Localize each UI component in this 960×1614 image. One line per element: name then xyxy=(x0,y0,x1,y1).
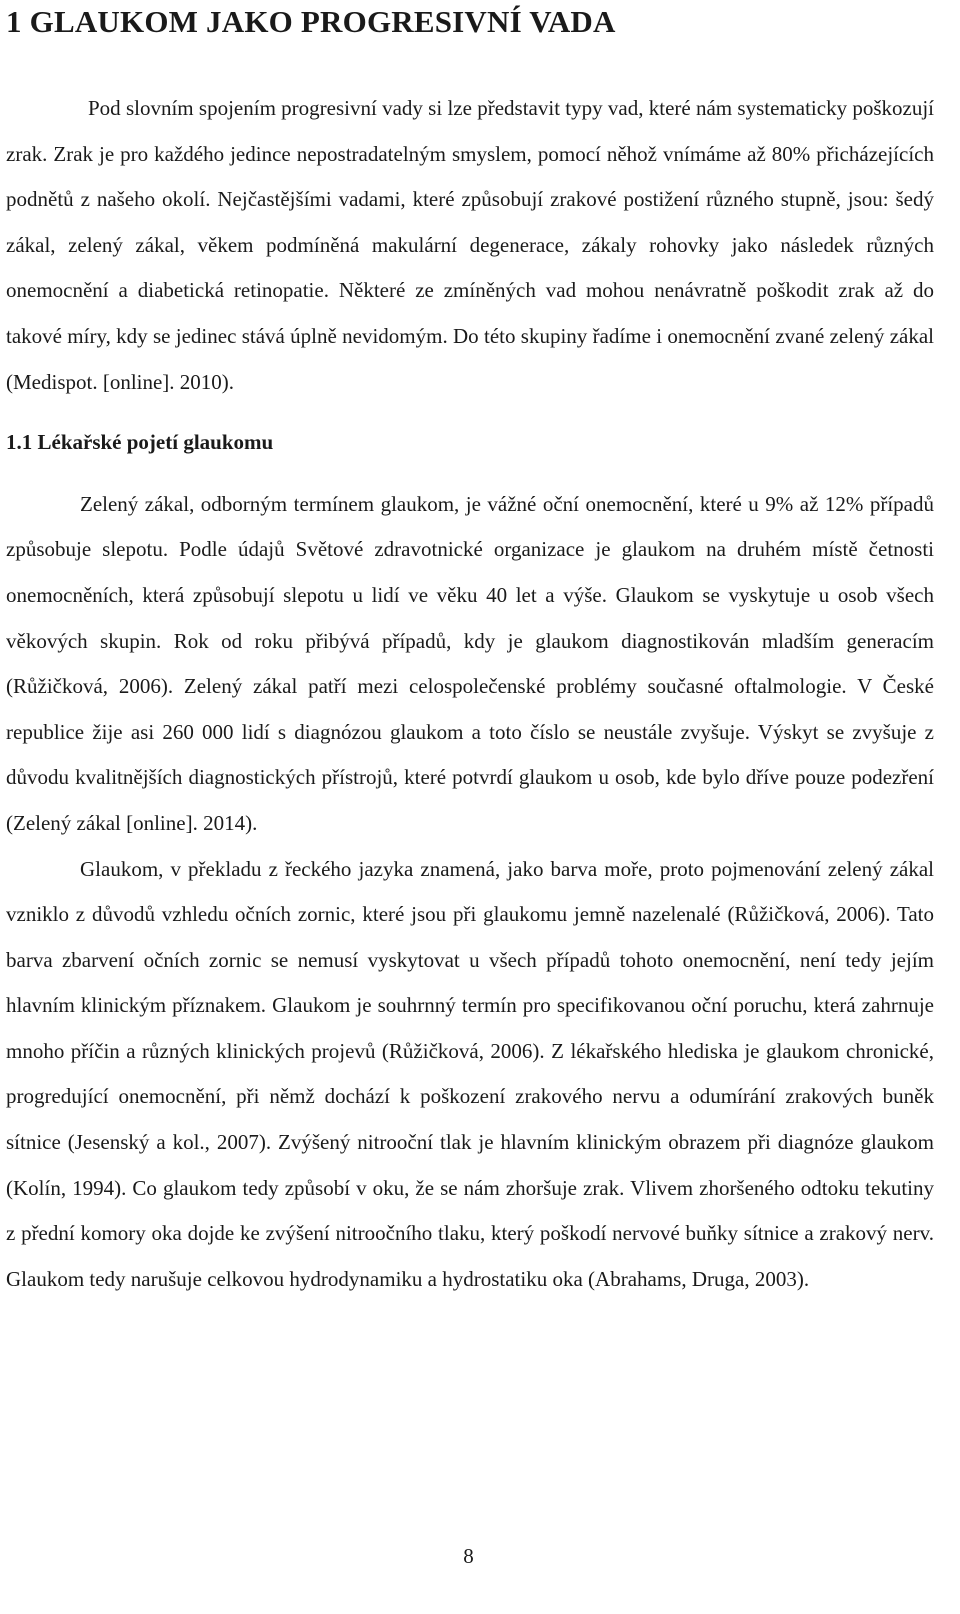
paragraph-glaucoma-definition: Glaukom, v překladu z řeckého jazyka znamená, jako barva moře, proto pojmenování zelený zákal vzniklo z důvodů vzhledu očních zornic, které jsou při glaukomu jemně nazelenalé (Růžičková, 2006). Tato barva zbarvení očních zornic se nemusí vyskytovat u všech případů tohoto onemocnění, není tedy jejím hlavním klinickým příznakem. Glaukom je souhrnný termín pro specifikovanou oční poruchu, která zahrnuje mnoho příčin a různých klinických projevů (Růžičková, 2006). Z lékařského hlediska je glaukom chronické, progredující onemocnění, při němž dochází k poškození zrakového nervu a odumírání zrakových buněk sítnice (Jesenský a kol., 2007). Zvýšený nitrooční tlak je hlavním klinickým obrazem při diagnóze glaukom (Kolín, 1994). Co glaukom tedy způsobí v oku, že se nám zhoršuje zrak. Vlivem zhoršeného odtoku tekutiny z přední komory oka dojde ke zvýšení nitroočního tlaku, který poškodí nervové buňky sítnice a zrakový nerv. Glaukom tedy narušuje celkovou hydrodynamiku a hydrostatiku oka (Abrahams, Druga, 2003). xyxy=(6,856,934,1291)
paragraph-medical-concept: Zelený zákal, odborným termínem glaukom, je vážné oční onemocnění, které u 9% až 12% případů způsobuje slepotu. Podle údajů Světové zdravotnické organizace je glaukom na druhém místě četnosti onemocněních, která způsobují slepotu u lidí ve věku 40 let a výše. Glaukom se vyskytuje u osob všech věkových skupin. Rok od roku přibývá případů, kdy je glaukom diagnostikován mladším generacím (Růžičková, 2006). Zelený zákal patří mezi celospolečenské problémy současné oftalmologie. V České republice žije asi 260 000 lidí s diagnózou glaukom a toto číslo se neustále zvyšuje. Výskyt se zvyšuje z důvodu kvalitnějších diagnostických přístrojů, které potvrdí glaukom u osob, kde bylo dříve pouze podezření (Zelený zákal [online]. 2014). xyxy=(6,491,934,835)
document-page xyxy=(6,0,934,1302)
section-heading: 1.1 Lékařské pojetí glaukomu xyxy=(6,430,274,455)
paragraph-intro: Pod slovním spojením progresivní vady si lze představit typy vad, které nám systematicky poškozují zrak. Zrak je pro každého jedince nepostradatelným smyslem, pomocí něhož vnímáme až 80% přicházejících podnětů z našeho okolí. Nejčastějšími vadami, které způsobují zrakové postižení různého stupně, jsou: šedý zákal, zelený zákal, věkem podmíněná makulární degenerace, zákaly rohovky jako následek různých onemocnění a diabetická retinopatie. Některé ze zmíněných vad mohou nenávratně poškodit zrak až do takové míry, kdy se jedinec stává úplně nevidomým. Do této skupiny řadíme i onemocnění zvané zelený zákal (Medispot. [online]. 2010). xyxy=(6,96,934,394)
page-number: 8 xyxy=(463,1544,474,1568)
chapter-heading: 1 GLAUKOM JAKO PROGRESIVNÍ VADA xyxy=(6,4,616,39)
